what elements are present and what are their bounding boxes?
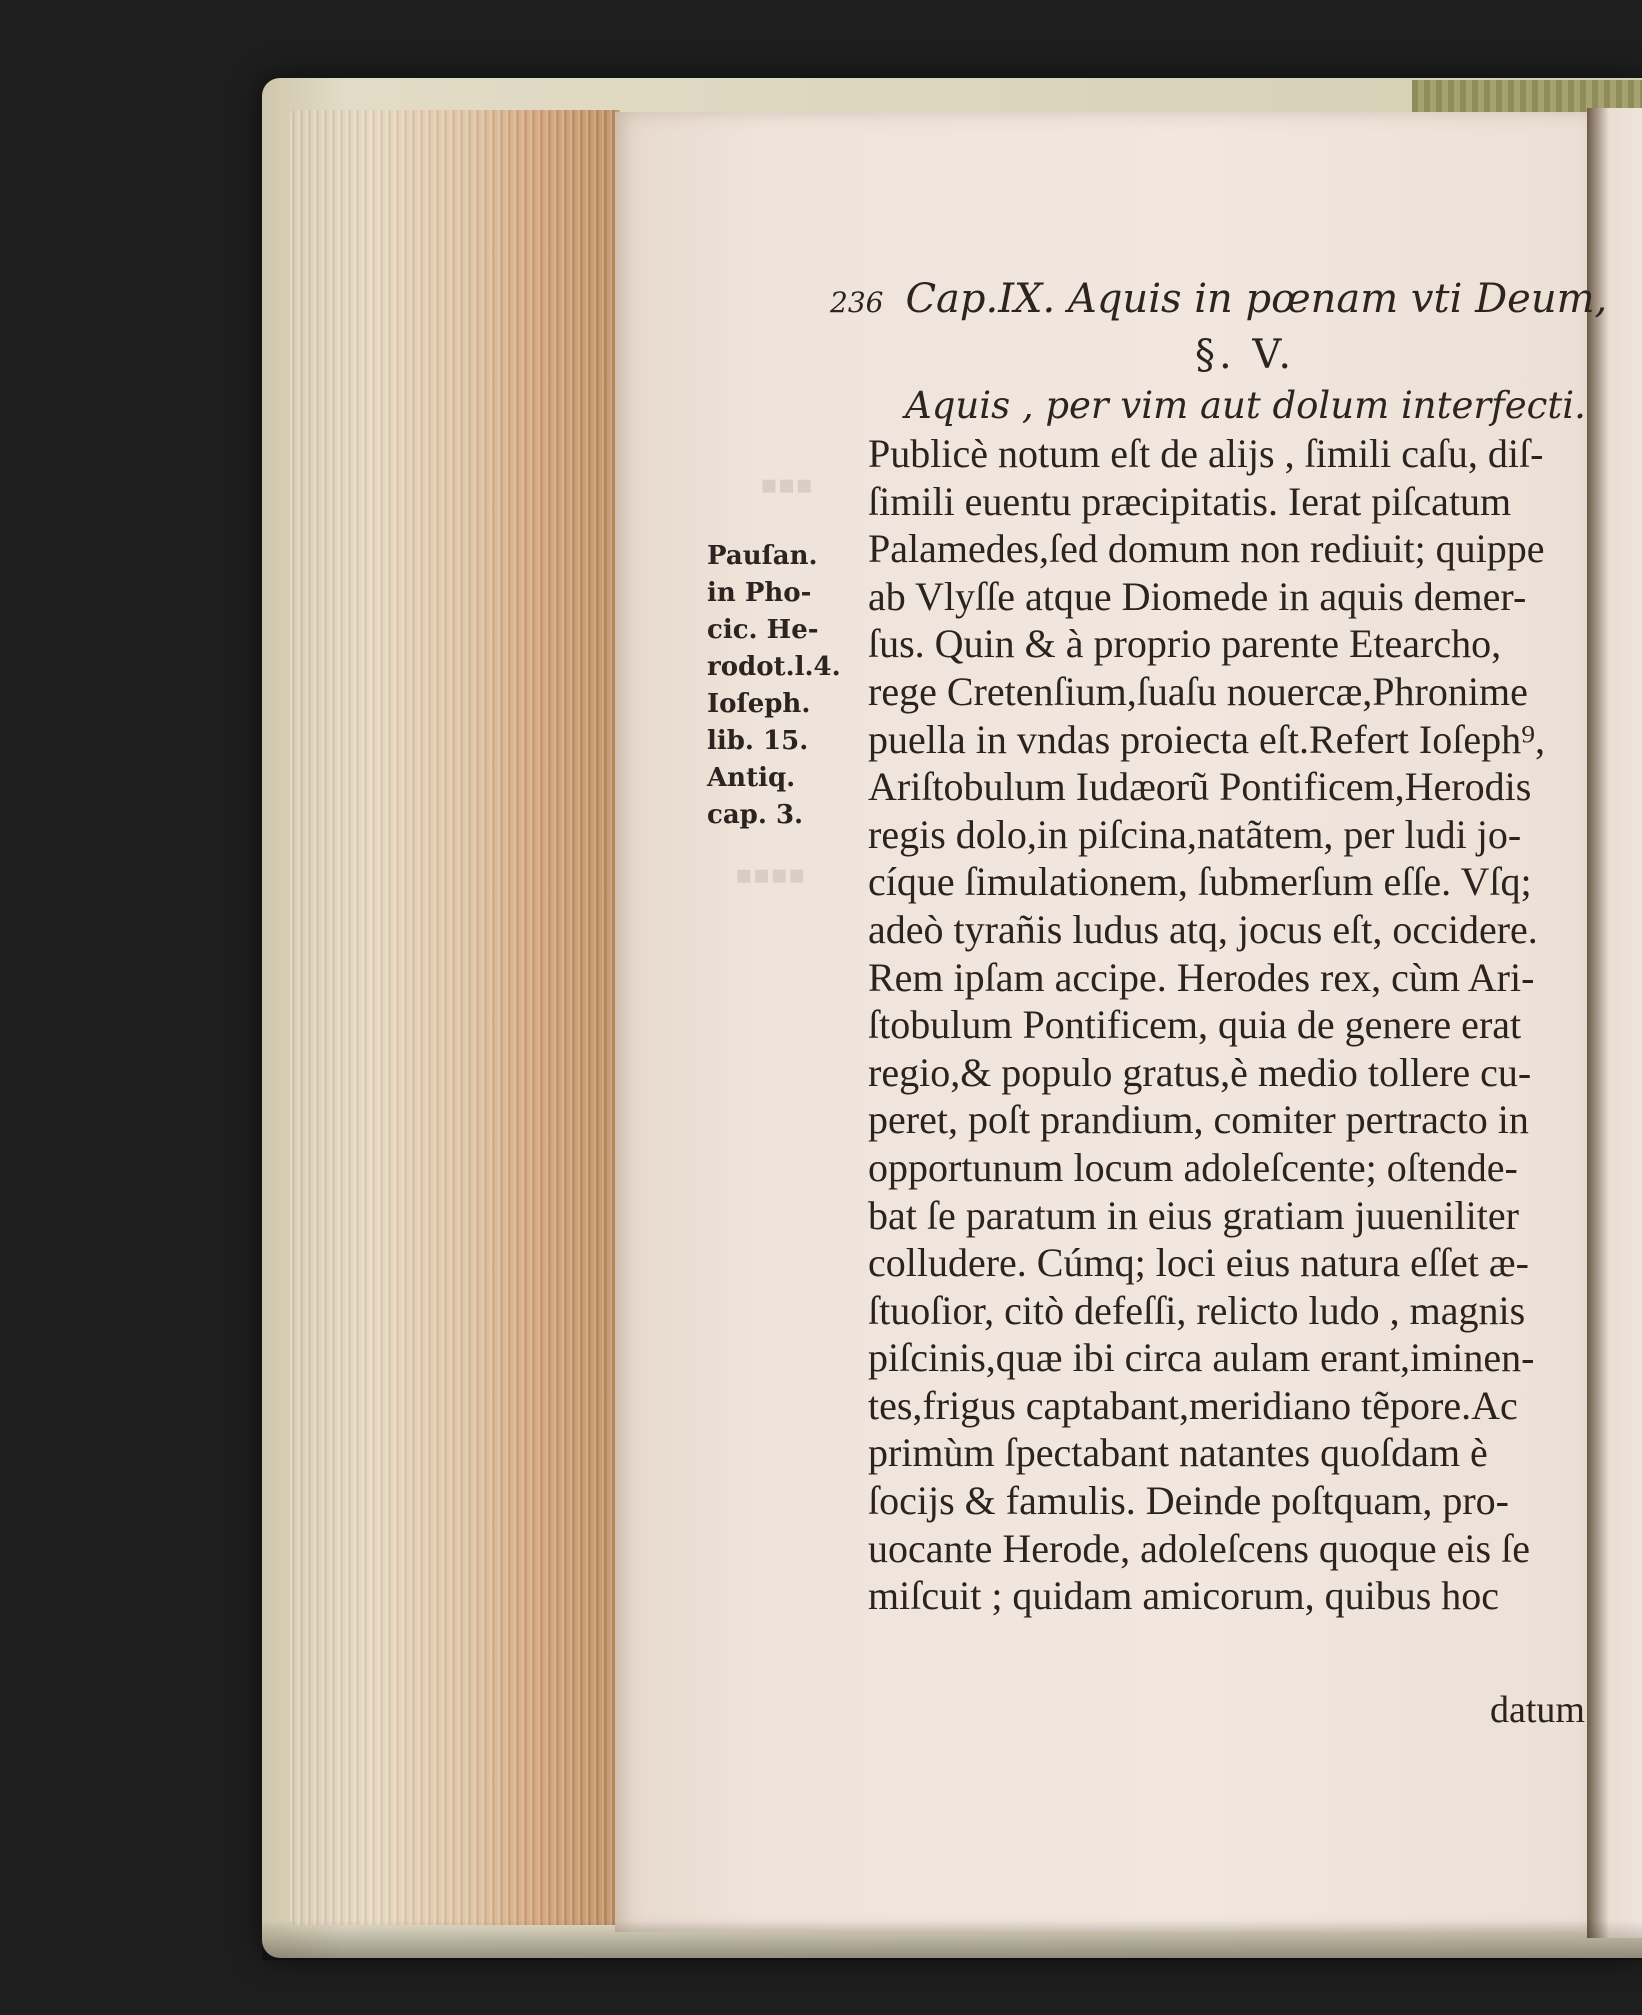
- text-line: regis dolo,in piſcina,natãtem, per ludi jo-: [868, 811, 1522, 857]
- text-line: peret, poſt prandium, comiter pertracto in: [868, 1097, 1529, 1143]
- text-line: cíque ſimulationem, ſubmerſum eſſe. Vſq;: [868, 859, 1532, 905]
- next-page-edge: [1587, 108, 1642, 1938]
- show-through-ink: ▪▪▪: [760, 470, 813, 500]
- text-line: piſcinis,quæ ibi circa aulam erant,iminen-: [868, 1335, 1535, 1381]
- text-line: uocante Herode, adoleſcens quoque eis ſe: [868, 1525, 1530, 1571]
- bottom-shadow: [262, 1920, 1642, 1960]
- marginal-notes: [707, 538, 842, 834]
- catchword: datum: [1490, 1689, 1585, 1731]
- text-line: Rem ipſam accipe. Herodes rex, cùm Ari-: [868, 954, 1535, 1000]
- text-line: opportunum locum adoleſcente; oſtende-: [868, 1144, 1518, 1190]
- running-title: Cap.IX. Aquis in pœnam vti Deum,: [905, 276, 1608, 322]
- running-header: [830, 276, 1608, 328]
- text-line: rege Cretenſium,ſuaſu nouercæ,Phronime: [868, 668, 1528, 714]
- text-line: Publicè notum eſt de alijs , ſimili caſu, diſ-: [868, 431, 1544, 476]
- text-line: tes,frigus captabant,meridiano tẽpore.Ac: [868, 1382, 1518, 1428]
- text-line: ſus. Quin & à proprio parente Etearcho,: [868, 621, 1502, 667]
- body-text: [868, 430, 1588, 1620]
- text-line: ab Vlyſſe atque Diomede in aquis demer-: [868, 573, 1527, 619]
- marginal-note: Ioſeph.: [707, 689, 811, 719]
- section-mark: §. V.: [1195, 332, 1296, 378]
- text-line: Palamedes,ſed domum non rediuit; quippe: [868, 526, 1545, 572]
- marginal-note: rodot.l.4.: [707, 652, 841, 682]
- page-number: 236: [830, 286, 884, 319]
- marginal-note: Antiq.: [707, 763, 796, 793]
- marginal-note: lib. 15.: [707, 726, 809, 756]
- text-line: Ariſtobulum Iudæorũ Pontificem,Herodis: [868, 764, 1532, 810]
- text-line: ſimili euentu præcipitatis. Ierat piſcatum: [868, 478, 1512, 524]
- text-line: regio,& populo gratus,è medio tollere cu-: [868, 1049, 1532, 1095]
- marginal-note: in Pho-: [707, 578, 812, 608]
- marginal-note: cap. 3.: [707, 800, 804, 830]
- text-line: miſcuit ; quidam amicorum, quibus hoc: [868, 1573, 1500, 1619]
- text-line: ſocijs & famulis. Deinde poſtquam, pro-: [868, 1478, 1509, 1524]
- show-through-ink: ▪▪▪▪: [735, 860, 806, 890]
- text-line: adeò tyrañis ludus atq, jocus eſt, occidere.: [868, 906, 1538, 952]
- text-line: colludere. Cúmq; loci eius natura eſſet æ-: [868, 1240, 1529, 1286]
- text-line: primùm ſpectabant natantes quoſdam è: [868, 1430, 1488, 1476]
- text-line: ſtuoſior, citò defeſſi, relicto ludo , magnis: [868, 1287, 1526, 1333]
- text-line: ſtobulum Pontificem, quia de genere erat: [868, 1002, 1522, 1048]
- text-line: bat ſe paratum in eius gratiam juueniliter: [868, 1192, 1519, 1238]
- page-edges: [290, 110, 620, 1925]
- marginal-note: Pauſan.: [707, 541, 818, 571]
- text-line: puella in vndas proiecta eſt.Refert Ioſeph⁹,: [868, 716, 1546, 762]
- section-title: Aquis , per vim aut dolum interfecti.: [905, 384, 1586, 427]
- marginal-note: cic. He-: [707, 615, 819, 645]
